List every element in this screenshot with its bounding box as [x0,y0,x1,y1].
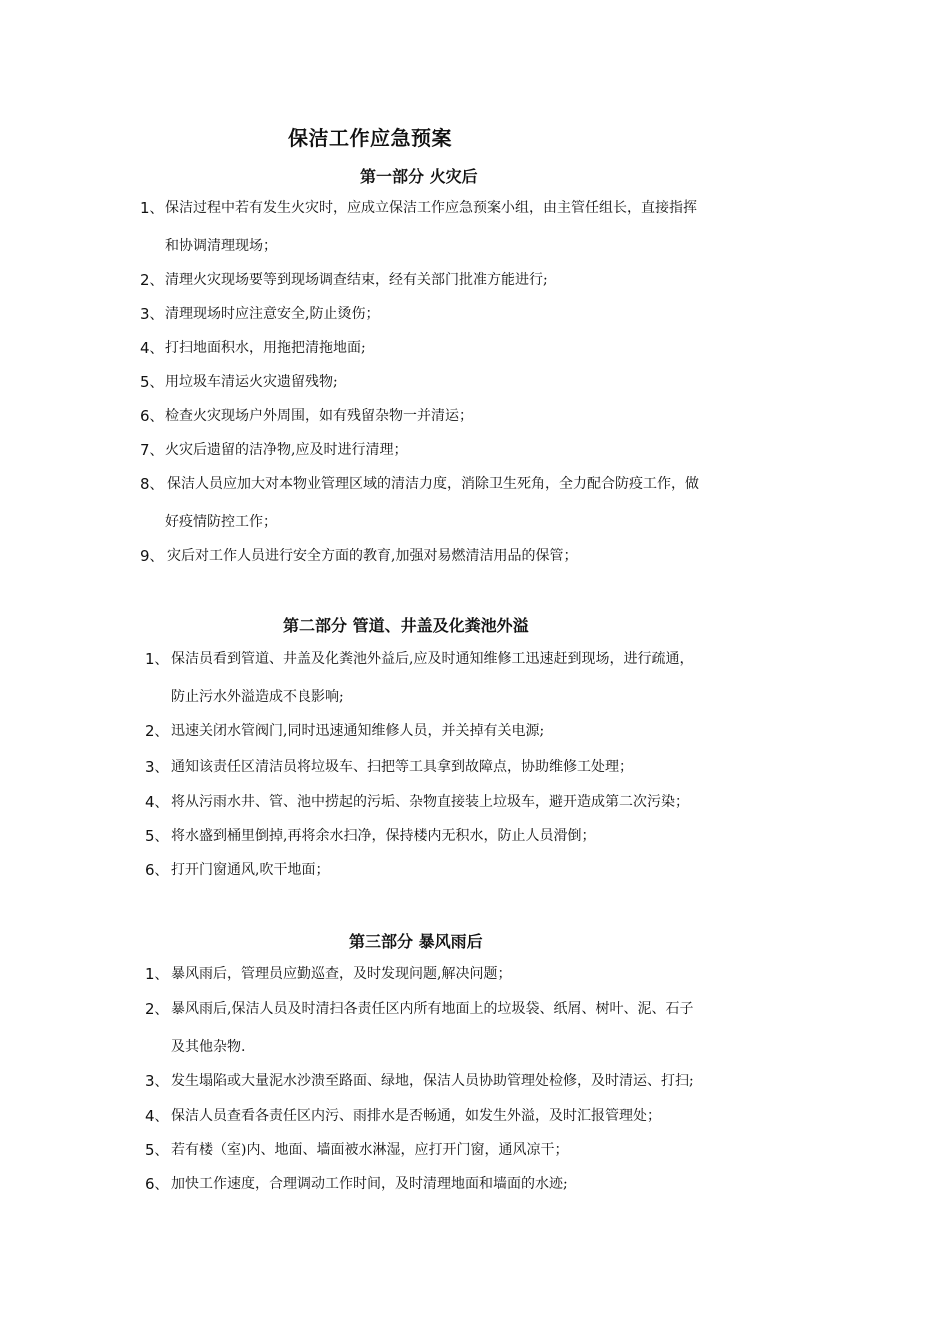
item-number: 3 [145,758,155,776]
item-text: 发生塌陷或大量泥水沙溃至路面、绿地，保洁人员协助管理处检修，及时清运、打扫; [171,1073,694,1089]
document-page: 保洁工作应急预案 第一部分 火灾后 1、 保洁过程中若有发生火灾时，应成立保洁工作应急预案小组，由主管任组长，直接指挥 和协调清理现场； 2、 清理火灾现场要等到现场调查结束，经有关部门批准方能进行; 3、 清理现场时应注意安全,防止烫伤； 4、 打扫地面积水，用拖把清拖地面; 5、 用垃圾车清运火灾遗留残物; 6、 检查火灾现场户外周围，如有残留杂物一并清运； 7、 火灾后遗留的洁净物,应及时进行清理； 8、 保洁人员应加大对本物业管理区域的清洁力度，消除卫生死角，全力配合防疫工作，做 好疫情防控工作； 9、 灾后对工作人员进行安全方面的教育,加强对易燃清洁用品的保管； 第二部分 管道、井盖及化粪池外溢 1、 保洁员看到管道、井盖及化粪池外益后,应及时通知维修工迅速赶到现场，进行疏通， 防止污水外溢造成不良影响; 2、 迅速关闭水管阀门,同时迅速通知维修人员，并关掉有关电源; 3、 通知该责任区清洁员将垃圾车、扫把等工具拿到故障点，协助维修工处理； 4、 将从污雨水井、管、池中捞起的污垢、杂物直接装上垃圾车，避开造成第二次污染； 5、 将水盛到桶里倒掉,再将余水扫净，保持楼内无积水，防止人员滑倒； 6、 打开门窗通风,吹干地面； 第三部分 暴风雨后 1、 暴风雨后，管理员应勤巡查，及时发现问题,解决问题； 2、 暴风雨后,保洁人员及时清扫各责任区内所有地面上的垃圾袋、纸屑、树叶、泥、石子 及其他杂物. 3、 发生塌陷或大量泥水沙溃至路面、绿地，保洁人员协助管理处检修，及时清运、打扫; 4、 保洁人员查看各责任区内污、雨排水是否畅通，如发生外溢，及时汇报管理处； 5、 若有楼（室)内、地面、墙面被水淋湿，应打开门窗，通风凉干； 6、 加快工作速度，合理调动工作时间，及时清理地面和墙面的水迹; [0,0,950,1344]
item-number: 2 [145,722,155,740]
item-text: 用垃圾车清运火灾遗留残物; [165,374,338,390]
item-number: 5 [145,827,155,845]
item-number: 9 [140,547,150,565]
item-number: 4 [140,339,150,357]
item-number: 4 [145,1107,155,1125]
item-text: 火灾后遗留的洁净物,应及时进行清理； [165,442,408,458]
section-heading: 第三部分 暴风雨后 [349,932,483,951]
item-number: 4 [145,793,155,811]
item-text: 若有楼（室)内、地面、墙面被水淋湿，应打开门窗，通风凉干； [171,1142,569,1158]
item-text: 保洁过程中若有发生火灾时，应成立保洁工作应急预案小组，由主管任组长，直接指挥 [165,200,697,216]
section-heading: 第一部分 火灾后 [360,167,478,186]
item-text: 灾后对工作人员进行安全方面的教育,加强对易燃清洁用品的保管； [167,548,578,564]
section-heading: 第二部分 管道、井盖及化粪池外溢 [283,616,529,635]
item-text: 保洁员看到管道、井盖及化粪池外益后,应及时通知维修工迅速赶到现场，进行疏通， [171,651,694,667]
item-continuation: 好疫情防控工作； [165,514,277,530]
item-text: 检查火灾现场户外周围，如有残留杂物一并清运； [165,408,473,424]
item-text: 将水盛到桶里倒掉,再将余水扫净，保持楼内无积水，防止人员滑倒； [171,828,596,844]
item-continuation: 及其他杂物. [171,1039,246,1055]
item-number: 7 [140,441,150,459]
item-text: 清理现场时应注意安全,防止烫伤； [165,306,380,322]
item-continuation: 防止污水外溢造成不良影响; [171,689,344,705]
item-text: 清理火灾现场要等到现场调查结束，经有关部门批准方能进行; [165,272,548,288]
item-text: 暴风雨后，管理员应勤巡查，及时发现问题,解决问题； [171,966,512,982]
item-number: 1 [145,650,155,668]
item-number: 5 [145,1141,155,1159]
item-number: 5 [140,373,150,391]
item-number: 8 [140,475,150,493]
item-number: 6 [140,407,150,425]
item-text: 打扫地面积水，用拖把清拖地面; [165,340,366,356]
item-number: 3 [140,305,150,323]
item-number: 2 [140,271,150,289]
item-text: 将从污雨水井、管、池中捞起的污垢、杂物直接装上垃圾车，避开造成第二次污染； [171,794,689,810]
item-number: 6 [145,861,155,879]
item-text: 迅速关闭水管阀门,同时迅速通知维修人员，并关掉有关电源; [171,723,545,739]
item-text: 保洁人员应加大对本物业管理区域的清洁力度，消除卫生死角，全力配合防疫工作，做 [167,476,699,492]
item-number: 1 [145,965,155,983]
item-text: 暴风雨后,保洁人员及时清扫各责任区内所有地面上的垃圾袋、纸屑、树叶、泥、石子 [171,1001,694,1017]
item-continuation: 和协调清理现场； [165,238,277,254]
item-text: 加快工作速度，合理调动工作时间，及时清理地面和墙面的水迹; [171,1176,568,1192]
document-title: 保洁工作应急预案 [288,126,452,150]
item-text: 打开门窗通风,吹干地面； [171,862,330,878]
item-number: 3 [145,1072,155,1090]
item-text: 保洁人员查看各责任区内污、雨排水是否畅通，如发生外溢，及时汇报管理处； [171,1108,661,1124]
item-number: 1 [140,199,150,217]
item-number: 6 [145,1175,155,1193]
item-number: 2 [145,1000,155,1018]
item-text: 通知该责任区清洁员将垃圾车、扫把等工具拿到故障点，协助维修工处理； [171,759,633,775]
